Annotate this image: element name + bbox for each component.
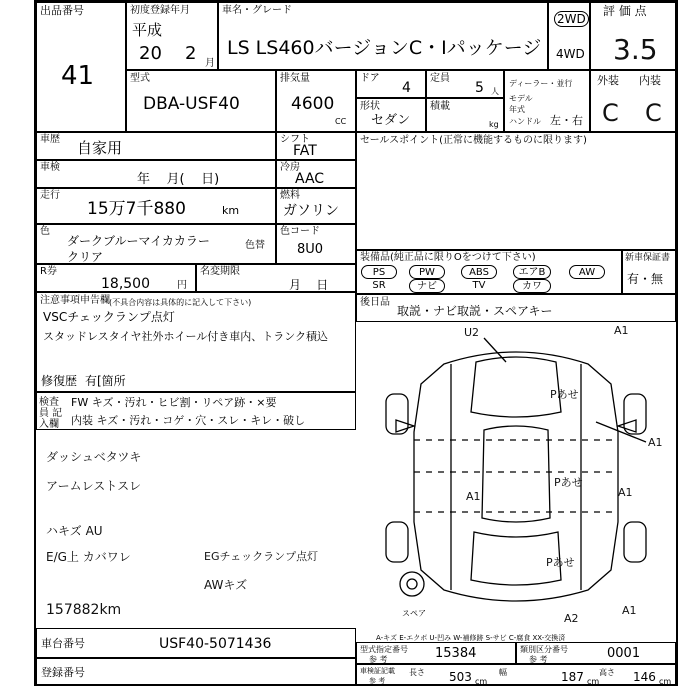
load-box xyxy=(426,98,504,132)
equip-aw: AW xyxy=(569,265,605,279)
repair-label: 修復歴 xyxy=(41,374,78,388)
lot-number: 41 xyxy=(61,61,95,91)
height-cm: cm xyxy=(659,677,672,686)
reg-expiry-value: 月 日 xyxy=(289,278,329,292)
length-value: 503 xyxy=(449,670,472,684)
vin-check-value: 15384 xyxy=(435,646,477,661)
exterior-grade: C xyxy=(602,99,619,127)
equip-tv: TV xyxy=(472,280,486,291)
car-outline xyxy=(356,322,676,628)
width-cm: cm xyxy=(587,677,600,686)
score-label: 評 価 点 xyxy=(603,4,647,18)
vin-check-label: 型式指定番号 xyxy=(360,645,408,654)
vin-check-sub: 参 考 xyxy=(369,655,388,664)
inspection-box xyxy=(36,160,276,188)
mark-a1-top: A1 xyxy=(614,324,629,337)
mark-u2: U2 xyxy=(464,326,480,339)
accessories-value: 取説・ナビ取説・スペアキー xyxy=(397,304,553,318)
doors-value: 4 xyxy=(402,80,411,96)
exterior-label: 外装 xyxy=(597,74,619,87)
category-label: 類別区分番号 xyxy=(520,645,568,654)
recycle-label: R券 xyxy=(40,266,57,277)
chassis-label: 車台番号 xyxy=(41,637,85,650)
capacity-box xyxy=(426,70,504,98)
grade-box xyxy=(590,70,676,132)
drive-4wd: 4WD xyxy=(556,47,585,61)
ac-value: AAC xyxy=(295,171,325,187)
inspector-label: 検査員 記入欄 xyxy=(39,397,63,430)
inspection-value: 年 月( 日) xyxy=(137,172,220,187)
interior-grade: C xyxy=(645,99,662,127)
handwritten-note-2: アームレストスレ xyxy=(46,479,142,493)
fw-row: FW キズ・汚れ・ヒビ割・リペア跡・×要 xyxy=(71,396,277,409)
shift-box xyxy=(276,132,356,160)
notes-box xyxy=(36,292,356,392)
mileage-label: 走行 xyxy=(40,190,60,201)
color-no-box xyxy=(276,224,356,264)
handwritten-note-7: 157882km xyxy=(46,602,122,618)
equip-ps: PS xyxy=(361,265,397,279)
accessories-label: 後日品 xyxy=(360,297,390,308)
notes-line-1: VSCチェックランプ点灯 xyxy=(43,310,175,324)
mark-a1-rear: A1 xyxy=(622,604,637,617)
handle-label: ハンドル xyxy=(509,117,541,126)
handwritten-note-5: EGチェックランプ点灯 xyxy=(204,550,319,563)
yen-unit: 円 xyxy=(177,280,187,291)
chassis-box xyxy=(36,628,356,658)
first-reg-label: 初度登録年月 xyxy=(130,5,190,16)
handle-value: 左・右 xyxy=(550,114,583,127)
reg-year: 20 xyxy=(139,43,162,64)
fuel-label: 燃料 xyxy=(280,190,300,201)
drive-box xyxy=(548,2,590,70)
warranty-label: 新車保証書 xyxy=(625,253,671,263)
mileage-value: 15万7千880 xyxy=(87,199,186,219)
equipment-label: 装備品(純正品に限りOをつけて下さい) xyxy=(360,252,536,263)
handwritten-note-6: AWキズ xyxy=(204,578,248,592)
doors-label: ドア xyxy=(360,73,380,84)
dims-sub: 参 考 xyxy=(369,677,386,685)
color-value: ダークブルーマイカカラー xyxy=(67,234,210,248)
reg-month: 2 xyxy=(185,43,197,64)
sales-point-label: セールスポイント(正常に機能するものに限ります) xyxy=(360,135,587,146)
category-sub: 参 考 xyxy=(529,655,548,664)
shift-value: FAT xyxy=(293,143,317,159)
shape-value: セダン xyxy=(371,113,411,128)
usage-box xyxy=(36,132,276,160)
usage-value: 自家用 xyxy=(77,139,123,157)
load-label: 積載 xyxy=(430,101,450,112)
era: 平成 xyxy=(132,21,163,39)
mileage-box xyxy=(36,188,276,224)
shape-box xyxy=(356,98,426,132)
equip-leather: カワ xyxy=(513,279,551,293)
spare-label: スペア xyxy=(402,609,426,618)
interior-label: 内装 xyxy=(639,74,661,87)
category-value: 0001 xyxy=(607,646,641,661)
mark-p-hood: Pあせ xyxy=(550,388,579,401)
vin-check-box xyxy=(356,642,516,664)
equip-sr: SR xyxy=(372,280,386,291)
notes-label: 注意事項申告欄 xyxy=(40,295,110,306)
model-value: DBA-USF40 xyxy=(143,94,240,114)
color-sub: クリア xyxy=(67,250,104,264)
usage-label: 車歴 xyxy=(40,134,60,145)
month-unit: 月 xyxy=(205,58,215,69)
model-box xyxy=(126,70,276,132)
equip-navi: ナビ xyxy=(409,279,445,293)
ac-box xyxy=(276,160,356,188)
displacement-label: 排気量 xyxy=(280,73,310,84)
color-box xyxy=(36,224,276,264)
notes-line-2: スタッドレスタイヤ社外ホイール付き車内、トランク積込 xyxy=(43,330,329,343)
recycle-box xyxy=(36,264,196,292)
handwritten-note-4: E/G上 カバワレ xyxy=(46,550,131,564)
ac-label: 冷房 xyxy=(280,162,300,173)
mark-p-roof: Pあせ xyxy=(554,476,583,489)
handwritten-area xyxy=(36,430,356,628)
reg-expiry-box xyxy=(196,264,356,292)
drive-2wd: 2WD xyxy=(554,11,589,27)
accessories-box xyxy=(356,294,676,322)
damage-diagram xyxy=(356,322,676,628)
mark-a1-right: A1 xyxy=(648,436,663,449)
mark-a2: A2 xyxy=(564,612,579,625)
warranty-value: 有・無 xyxy=(627,272,664,286)
shift-label: シフト xyxy=(280,134,310,145)
doors-box xyxy=(356,70,426,98)
height-label: 高さ xyxy=(599,668,615,677)
capacity-label: 定員 xyxy=(430,73,450,84)
lot-label: 出品番号 xyxy=(40,4,84,17)
dimensions-box xyxy=(356,664,676,686)
car-name-label: 車名・グレード xyxy=(222,5,292,16)
width-value: 187 xyxy=(561,670,584,684)
inspector-box xyxy=(36,392,356,430)
repair-value: 有[箇所 xyxy=(85,374,126,388)
displacement-box xyxy=(276,70,356,132)
category-box xyxy=(516,642,676,664)
length-label: 長さ xyxy=(409,668,425,677)
auction-sheet xyxy=(34,0,678,686)
car-name: LS LS460バージョンC・Iパッケージ xyxy=(227,37,542,59)
model-year-label: モデル 年式 xyxy=(509,94,533,114)
color-change-label: 色替 xyxy=(245,240,265,251)
lot-box xyxy=(36,2,126,132)
registration-box xyxy=(36,658,356,686)
car-name-box xyxy=(218,2,548,70)
handwritten-note-3: ハキズ AU xyxy=(46,524,103,538)
interior-row: 内装 キズ・汚れ・コゲ・穴・スレ・キレ・破し xyxy=(71,414,306,427)
chassis-value: USF40-5071436 xyxy=(159,636,272,652)
mark-a1-side: A1 xyxy=(618,486,633,499)
dealer-box xyxy=(504,70,590,132)
height-value: 146 xyxy=(633,670,656,684)
fuel-value: ガソリン xyxy=(283,203,339,219)
notes-sub-label: (不具合内容は具体的に記入して下さい) xyxy=(109,298,252,307)
equipment-box xyxy=(356,250,622,294)
sales-point-box xyxy=(356,132,676,250)
score-value: 3.5 xyxy=(613,33,658,66)
dealer-label: ディーラー・並行 xyxy=(509,79,573,88)
person-unit: 人 xyxy=(491,87,499,96)
color-no-value: 8U0 xyxy=(297,242,324,257)
first-registration-box xyxy=(126,2,218,70)
inspection-label: 車検 xyxy=(40,162,60,173)
cc-unit: CC xyxy=(335,117,347,126)
displacement-value: 4600 xyxy=(291,94,335,114)
equip-pw: PW xyxy=(409,265,445,279)
color-label: 色 xyxy=(40,226,50,237)
length-cm: cm xyxy=(475,677,488,686)
fuel-box xyxy=(276,188,356,224)
mark-a1-left: A1 xyxy=(466,490,481,503)
equip-abs: ABS xyxy=(461,265,497,279)
recycle-value: 18,500 xyxy=(101,276,150,292)
warranty-box xyxy=(622,250,676,294)
dims-label: 車検証記載 xyxy=(360,667,395,675)
model-label: 型式 xyxy=(130,73,150,84)
reg-expiry-label: 名変期限 xyxy=(200,266,240,277)
shape-label: 形状 xyxy=(360,101,380,112)
kg-unit: kg xyxy=(489,120,499,129)
score-box xyxy=(590,2,676,70)
registration-label: 登録番号 xyxy=(41,666,85,679)
damage-legend: A-キズ E-エクボ U-凹み W-補修跡 S-サビ C-腐食 XX-交換済 xyxy=(376,634,566,642)
equip-airbag: エアB xyxy=(513,265,551,279)
km-unit: km xyxy=(222,204,240,217)
capacity-value: 5 xyxy=(475,80,484,96)
color-no-label: 色コード xyxy=(280,226,320,237)
mark-p-trunk: Pあせ xyxy=(546,556,575,569)
width-label: 幅 xyxy=(499,668,507,677)
handwritten-note-1: ダッシュベタツキ xyxy=(46,450,142,464)
